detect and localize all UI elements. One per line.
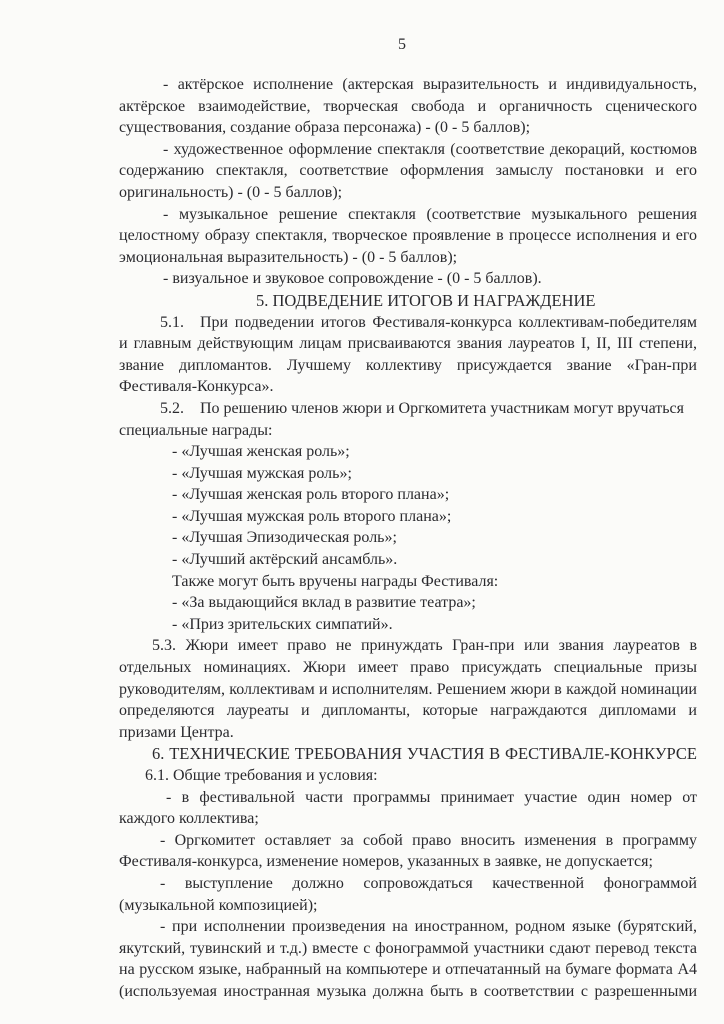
criterion-line: актёрское взаимодействие, творческая свобода и органичность сценического: [119, 97, 697, 115]
paragraph-6-1: 6.1. Общие требования и условия:: [145, 767, 378, 784]
paragraph-text: По решению членов жюри и Оргкомитета участникам могут вручаться: [200, 399, 685, 417]
criterion-line: - актёрское исполнение (актерская выразительность и индивидуальность,: [163, 76, 697, 93]
requirement-line: - при исполнении произведения на иностранном, родном языке (бурятский,: [160, 918, 697, 936]
award-item: - «Лучшая мужская роль второго плана»;: [172, 507, 452, 525]
criterion-line: эмоциональная выразительность) - (0 - 5 баллов);: [119, 248, 458, 266]
paragraph-5-1-line: Фестиваля-Конкурса».: [119, 378, 274, 396]
paragraph-text: При подведении итогов Фестиваля-конкурса коллективам-победителям: [200, 313, 697, 331]
requirement-line: Фестиваля-конкурса, изменение номеров, указанных в заявке, не допускается;: [119, 853, 653, 871]
criterion-line: - визуальное и звуковое сопровождение - (0 - 5 баллов).: [163, 270, 542, 288]
paragraph-5-2-line: специальные награды:: [119, 421, 273, 439]
requirement-line: каждого коллектива;: [119, 810, 259, 828]
paragraph-5-3-line: отдельных номинациях. Жюри имеет право присуждать специальные призы: [119, 659, 697, 677]
paragraph-5-3-line: определяются лауреаты и дипломанты, которые награждаются дипломами и: [119, 702, 697, 720]
festival-award-item: - «Приз зрительских симпатий».: [172, 615, 393, 633]
requirement-line: - Оргкомитет оставляет за собой право вносить изменения в программу: [160, 831, 697, 849]
paragraph-5-1-line: [119, 312, 697, 334]
section-6-heading: 6. ТЕХНИЧЕСКИЕ ТРЕБОВАНИЯ УЧАСТИЯ В ФЕСТИВАЛЕ-КОНКУРСЕ: [152, 744, 697, 764]
criterion-line: - художественное оформление спектакля (соответствие декораций, костюмов: [163, 140, 697, 158]
festival-award-item: - «За выдающийся вклад в развитие театра»;: [172, 594, 476, 612]
paragraph-number: 5.2.: [160, 399, 184, 417]
paragraph-5-3-line: руководителям, коллективам и исполнителям. Решением жюри в каждой номинации: [119, 680, 697, 698]
paragraph-5-1-line: и главным действующим лицам присваиваются звания лауреатов I, II, III степени,: [119, 335, 697, 353]
requirement-line: (музыкальной композицией);: [119, 896, 318, 914]
page-number: 5: [398, 36, 406, 53]
criterion-line: существования, создание образа персонажа) - (0 - 5 баллов);: [119, 119, 531, 137]
paragraph-5-3-line: призами Центра.: [119, 723, 234, 741]
award-item: - «Лучшая женская роль второго плана»;: [172, 486, 450, 504]
paragraph-5-1-line: звание дипломантов. Лучшему коллективу присуждается звание «Гран-при: [119, 356, 697, 374]
paragraph-5-2-line: [119, 398, 697, 420]
criteria-list: [119, 74, 697, 290]
criterion-line: - музыкальное решение спектакля (соответствие музыкального решения: [163, 205, 697, 223]
paragraph-5-3-line: 5.3. Жюри имеет право не принуждать Гран-при или звания лауреатов в: [152, 637, 697, 655]
requirement-line: - в фестивальной части программы принимает участие один номер от: [166, 788, 697, 806]
criterion-line: содержанию спектакля, соответствие оформления замыслу постановки и его: [119, 162, 697, 180]
award-item: - «Лучший актёрский ансамбль».: [172, 551, 398, 569]
section-5-heading: 5. ПОДВЕДЕНИЕ ИТОГОВ И НАГРАЖДЕНИЕ: [256, 290, 596, 310]
award-item: - «Лучшая женская роль»;: [172, 443, 350, 461]
requirement-line: якутский, тувинский и т.д.) вместе с фонограммой участники сдают перевод текста: [119, 939, 697, 957]
requirement-line: на русском языке, набранный на компьютере и отпечатанный на бумаге формата А4: [119, 961, 697, 979]
document-body: [119, 74, 697, 1003]
criterion-line: оригинальность) - (0 - 5 баллов);: [119, 183, 343, 201]
requirement-line: - выступление должно сопровождаться качественной фонограммой: [160, 874, 697, 892]
award-item: - «Лучшая Эпизодическая роль»;: [172, 529, 397, 547]
festival-awards-intro: Также могут быть вручены награды Фестиваля:: [172, 572, 499, 590]
criterion-line: целостному образу спектакля, творческое проявление в процессе исполнения и его: [119, 227, 697, 245]
award-item: - «Лучшая мужская роль»;: [172, 464, 352, 482]
paragraph-number: 5.1.: [160, 313, 184, 331]
requirement-line: (используемая иностранная музыка должна быть в соответствии с разрешенными: [119, 982, 697, 1000]
